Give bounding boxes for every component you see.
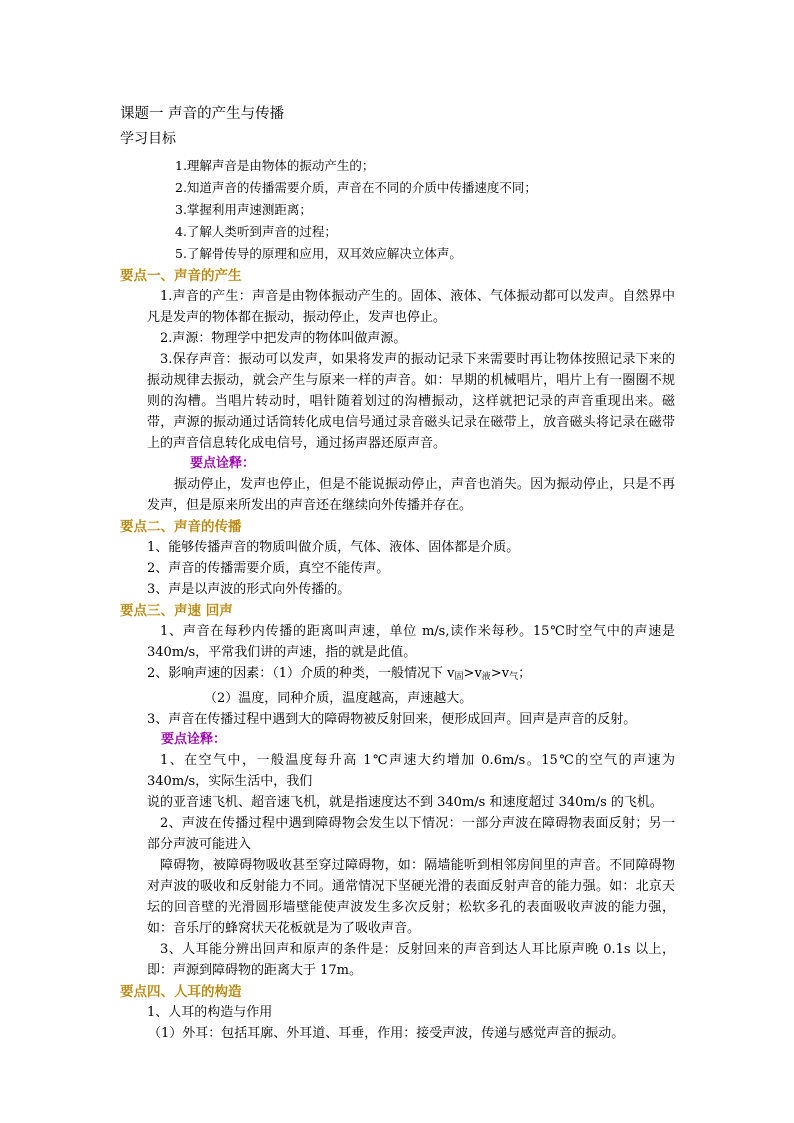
s3-paragraph-2b: （2）温度，同种介质，温度越高，声速越大。: [204, 691, 473, 706]
sub-liquid: 液: [481, 672, 491, 682]
goal-item-4: 4.了解人类听到声音的过程；: [175, 224, 337, 239]
subtitle: 学习目标: [120, 131, 176, 147]
gt-1: >v: [463, 666, 482, 681]
goal-item-3: 3.掌握利用声速测距离；: [175, 202, 312, 217]
goal-item-1: 1.理解声音是由物体的振动产生的；: [175, 158, 375, 173]
s4-item-2: （1）外耳：包括耳廓、外耳道、耳垂，作用：接受声波，传递与感觉声音的振动。: [148, 1026, 625, 1041]
s1-paragraph-2: 2.声源：物理学中把发声的物体叫做声源。: [160, 331, 407, 346]
s2-item-2: 2、声音的传播需要介质，真空不能传声。: [147, 561, 390, 576]
document-content: [120, 104, 675, 1044]
section-heading-1: 要点一、声音的产生: [120, 268, 242, 284]
s1-paragraph-1: 1.声音的产生：声音是由物体振动产生的。固体、液体、气体振动都可以发声。自然界中凡是发声的物体都在振动，振动停止，发声也停止。: [147, 289, 675, 325]
section-heading-2: 要点二、声音的传播: [120, 519, 242, 535]
goal-item-2: 2.知道声音的传播需要介质，声音在不同的介质中传播速度不同；: [175, 180, 537, 195]
s1-note-label: 要点诠释：: [190, 456, 256, 471]
s3-p2-end: ；: [518, 666, 532, 681]
sub-gas: 气: [509, 672, 519, 682]
s3-note-3: 3、人耳能分辨出回声和原声的条件是：反射回来的声音到达人耳比原声晚 0.1s 以上，即：声源到障碍物的距离大于 17m。: [147, 942, 675, 978]
s3-note-1b: 说的亚音速飞机、超音速飞机，就是指速度达不到 340m/s 和速度超过 340m/s 的飞机。: [147, 795, 663, 810]
s3-paragraph-3: 3、声音在传播过程中遇到大的障碍物被反射回来，便形成回声。回声是声音的反射。: [147, 712, 637, 727]
gt-2: >v: [490, 666, 510, 681]
s3-paragraph-2: [147, 663, 675, 688]
s3-note-1: 1、在空气中，一般温度每升高 1℃声速大约增加 0.6m/s。15℃的空气的声速为 340m/s，实际生活中，我们: [147, 753, 675, 789]
s3-note-2: 2、声波在传播过程中遇到障碍物会发生以下情况：一部分声波在障碍物表面反射；另一部分声波可能进入: [147, 816, 675, 852]
s1-paragraph-3: 3.保存声音：振动可以发声，如果将发声的振动记录下来需要时再让物体按照记录下来的振动规律去振动，就会产生与原来一样的声音。如：早期的机械唱片，唱片上有一圈圈不规则的沟槽。当唱片转动时，唱针随着划过的沟槽振动，这样就把记录的声音重现出来。磁带，声源的振动通过话筒转化成电信号通过录音磁头记录在磁带上，放音磁头将记录在磁带上的声音信息转化成电信号，通过扬声器还原声音。: [147, 352, 675, 451]
sub-solid: 固: [454, 672, 464, 682]
s2-item-1: 1、能够传播声音的物质叫做介质，气体、液体、固体都是介质。: [147, 540, 520, 555]
section-heading-4: 要点四、人耳的构造: [120, 984, 242, 1000]
s4-item-1: 1、人耳的构造与作用: [147, 1005, 273, 1020]
s3-p2-text: 2、影响声速的因素：（1）介质的种类，一般情况下 v: [147, 666, 455, 681]
page-title: 课题一 声音的产生与传播: [120, 106, 285, 122]
s3-paragraph-1: 1、声音在每秒内传播的距离叫声速，单位 m/s,读作米每秒。15℃时空气中的声速是 340m/s，平常我们讲的声速，指的就是此值。: [147, 624, 675, 660]
goal-item-5: 5.了解骨传导的原理和应用，双耳效应解决立体声。: [175, 246, 462, 261]
s1-note-text: 振动停止，发声也停止，但是不能说振动停止，声音也消失。因为振动停止，只是不再发声，但是原来所发出的声音还在继续向外传播并存在。: [147, 477, 675, 513]
s3-note-label: 要点诠释：: [161, 732, 227, 747]
s3-note-2b: 障碍物，被障碍物吸收甚至穿过障碍物，如：隔墙能听到相邻房间里的声音。不同障碍物对声波的吸收和反射能力不同。通常情况下坚硬光滑的表面反射声音的能力强。如：北京天坛的回音壁的光滑圆形墙壁能使声波发生多次反射；松软多孔的表面吸收声波的能力强，如：音乐厅的蜂窝状天花板就是为了吸收声音。: [147, 858, 675, 936]
section-heading-3: 要点三、声速 回声: [120, 603, 233, 619]
s2-item-3: 3、声是以声波的形式向外传播的。: [147, 582, 351, 597]
